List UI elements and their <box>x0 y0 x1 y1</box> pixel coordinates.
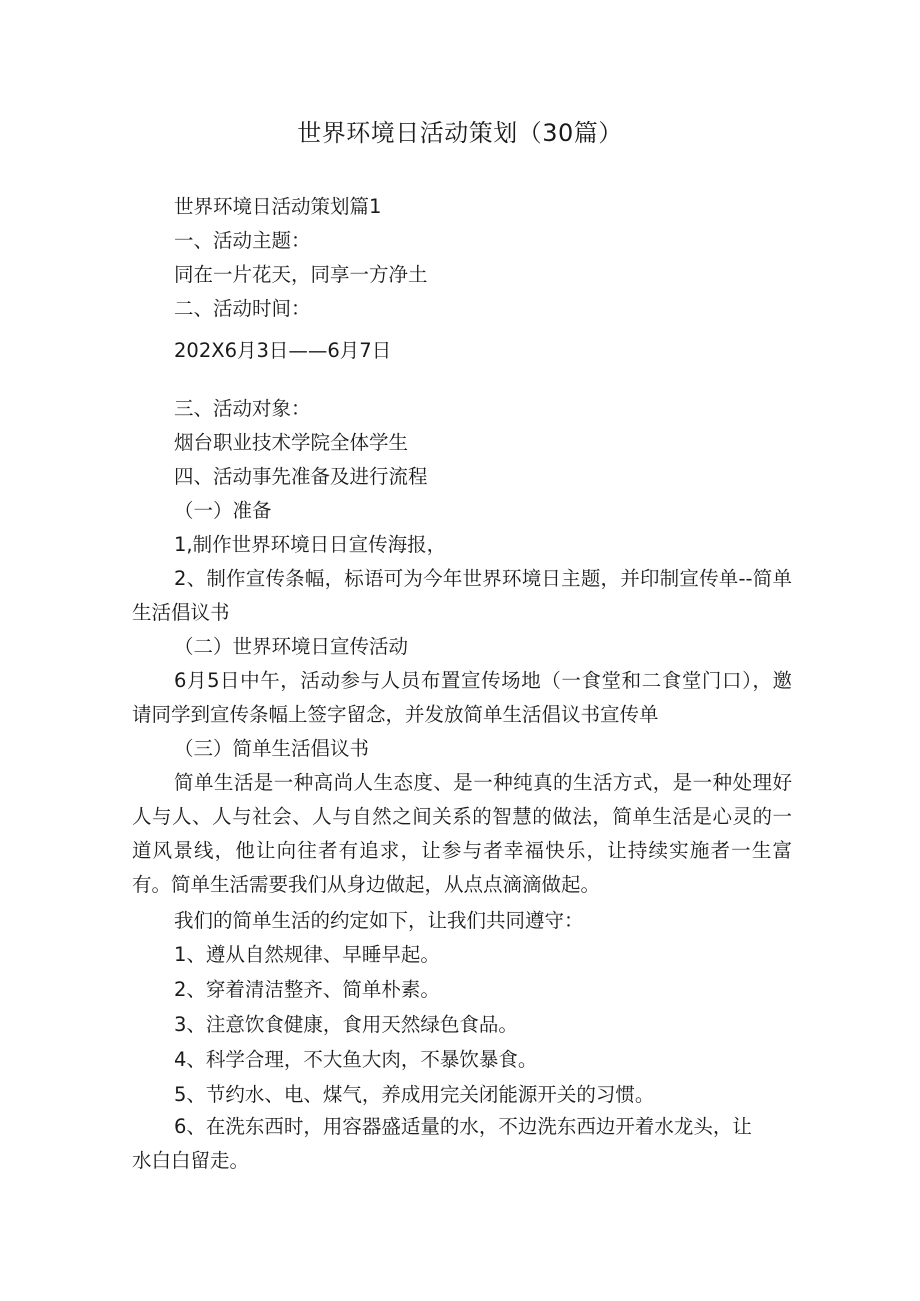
list-item: 2、穿着清洁整齐、简单朴素。 <box>174 978 440 1001</box>
document-title: 世界环境日活动策划（30篇） <box>297 119 623 147</box>
sub-heading: （二）世界环境日宣传活动 <box>174 635 409 658</box>
list-item: 6、在洗东西时，用容器盛适量的水，不边洗东西边开着水龙头，让水白白留走。 <box>132 1115 752 1172</box>
list-item: 4、科学合理，不大鱼大肉，不暴饮暴食。 <box>174 1048 538 1071</box>
paragraph: 6月5日中午，活动参与人员布置宣传场地（一食堂和二食堂门口），邀请同学到宣传条幅上签字留念，并发放简单生活倡议书宣传单 <box>132 669 792 726</box>
text-line: 同在一片花天，同享一方净土 <box>174 263 428 286</box>
list-item: 1、遵从自然规律、早睡早起。 <box>174 943 440 966</box>
text-line: 四、活动事先准备及进行流程 <box>174 465 428 488</box>
text-line: 1,制作世界环境日日宣传海报， <box>174 533 447 556</box>
section-heading: 世界环境日活动策划篇1 <box>174 195 382 218</box>
text-line: 烟台职业技术学院全体学生 <box>174 431 409 454</box>
text-line: 三、活动对象： <box>174 397 311 420</box>
list-item: 5、节约水、电、煤气，养成用完关闭能源开关的习惯。 <box>174 1083 655 1106</box>
list-item: 3、注意饮食健康，食用天然绿色食品。 <box>174 1013 518 1036</box>
text-line: 202X6月3日——6月7日 <box>174 339 392 362</box>
text-line: 一、活动主题： <box>174 229 311 252</box>
paragraph: 简单生活是一种高尚人生态度、是一种纯真的生活方式，是一种处理好人与人、人与社会、人与自然之间关系的智慧的做法，简单生活是心灵的一道风景线，他让向往者有追求，让参与者幸福快乐，让持续实施者一生富有。简单生活需要我们从身边做起，从点点滴滴做起。 <box>132 771 792 896</box>
text-line: 二、活动时间： <box>174 297 311 320</box>
paragraph: 2、制作宣传条幅，标语可为今年世界环境日主题，并印制宣传单--简单生活倡议书 <box>132 567 792 624</box>
text-line: （一）准备 <box>174 499 272 522</box>
text-line: 我们的简单生活的约定如下，让我们共同遵守： <box>174 909 584 932</box>
sub-heading: （三）简单生活倡议书 <box>174 737 370 760</box>
